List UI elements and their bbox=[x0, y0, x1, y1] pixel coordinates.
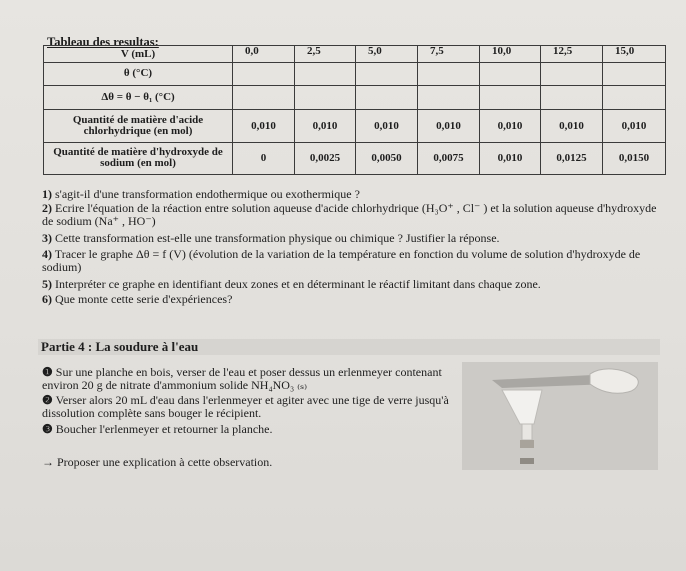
question-text: Tracer le graphe Δθ = f (V) (évolution de la variation de la température en fonction du volume de solution d'hydroxyde de sodium) bbox=[42, 247, 641, 274]
table-cell: 2,5 bbox=[295, 46, 356, 63]
table-cell: 10,0 bbox=[480, 46, 541, 63]
table-cell: 0,010 bbox=[295, 110, 356, 142]
base-shadow bbox=[520, 458, 534, 464]
question-text: s'agit-il d'une transformation endothermique ou exothermique ? bbox=[55, 187, 360, 201]
table-cell bbox=[603, 85, 666, 110]
row-label: V (mL) bbox=[44, 46, 233, 63]
table-cell: 0,010 bbox=[480, 142, 541, 174]
table-cell bbox=[418, 85, 480, 110]
question-2 bbox=[42, 202, 662, 228]
table-cell bbox=[356, 63, 418, 86]
table-cell: 5,0 bbox=[356, 46, 418, 63]
step-text: Verser alors 20 mL d'eau dans l'erlenmeyer et agiter avec une tige de verre jusqu'à dissolution complète sans bouger le récipient. bbox=[42, 393, 449, 420]
table-cell: 0,0050 bbox=[356, 142, 418, 174]
table-cell: 12,5 bbox=[541, 46, 603, 63]
table-cell bbox=[541, 85, 603, 110]
flask-neck-icon bbox=[522, 424, 532, 440]
question-4 bbox=[42, 248, 662, 274]
table-cell bbox=[541, 63, 603, 86]
flask-illustration bbox=[462, 362, 658, 470]
table-cell bbox=[233, 63, 295, 86]
table-cell bbox=[480, 63, 541, 86]
table-cell: 0,010 bbox=[418, 110, 480, 142]
table-cell: 0,0150 bbox=[603, 142, 666, 174]
table-cell: 0,0 bbox=[233, 46, 295, 63]
question-number: 3) bbox=[42, 231, 52, 245]
question-6 bbox=[42, 293, 662, 306]
row-label: Quantité de matière d'hydroxyde de sodium (en mol) bbox=[44, 142, 233, 174]
question-number: 1) bbox=[42, 187, 52, 201]
table-cell: 0,010 bbox=[541, 110, 603, 142]
table-cell: 0,010 bbox=[480, 110, 541, 142]
table-row bbox=[44, 46, 666, 63]
table-cell bbox=[295, 63, 356, 86]
table-cell: 0,010 bbox=[603, 110, 666, 142]
question-number: 2) bbox=[42, 201, 52, 215]
table-title: Tableau des resultas: bbox=[47, 35, 159, 49]
table-cell bbox=[295, 85, 356, 110]
step-3 bbox=[42, 423, 452, 436]
table-cell: 0,0075 bbox=[418, 142, 480, 174]
table-cell: 0 bbox=[233, 142, 295, 174]
row-label: θ (°C) bbox=[44, 63, 233, 86]
question-text: Interpréter ce graphe en identifiant deux zones et en déterminant le réactif limitant dans chaque zone. bbox=[55, 277, 541, 291]
row-label: Quantité de matière d'acide chlorhydrique (en mol) bbox=[44, 110, 233, 142]
prompt: → Proposer une explication à cette observation. bbox=[42, 455, 273, 469]
row-label: Δθ = θ − θ₁ (°C) bbox=[44, 85, 233, 110]
step-text: Sur une planche en bois, verser de l'eau et poser dessus un erlenmeyer contenant environ 20 g de nitrate d'ammonium solide NH₄NO₃ ₍ₛ₎ bbox=[42, 365, 442, 392]
step-text: Boucher l'erlenmeyer et retourner la planche. bbox=[55, 422, 273, 436]
table-cell: 15,0 bbox=[603, 46, 666, 63]
question-1 bbox=[42, 188, 662, 201]
table-cell bbox=[356, 85, 418, 110]
experiment-photo bbox=[462, 362, 658, 470]
table-cell: 0,0125 bbox=[541, 142, 603, 174]
table-cell bbox=[603, 63, 666, 86]
table-row bbox=[44, 85, 666, 110]
table-cell bbox=[480, 85, 541, 110]
table-cell bbox=[418, 63, 480, 86]
table-cell: 7,5 bbox=[418, 46, 480, 63]
results-table bbox=[43, 45, 666, 175]
question-text: Cette transformation est-elle une transformation physique ou chimique ? Justifier la réponse. bbox=[55, 231, 500, 245]
table-row bbox=[44, 63, 666, 86]
question-5 bbox=[42, 278, 662, 291]
table-cell: 0,010 bbox=[233, 110, 295, 142]
table-cell: 0,010 bbox=[356, 110, 418, 142]
step-number-icon: ❷ bbox=[42, 393, 53, 407]
question-3 bbox=[42, 232, 662, 245]
table-row bbox=[44, 142, 666, 174]
question-number: 4) bbox=[42, 247, 52, 261]
stopper-icon bbox=[520, 440, 534, 448]
question-number: 5) bbox=[42, 277, 52, 291]
step-1 bbox=[42, 366, 452, 392]
table-cell: 0,0025 bbox=[295, 142, 356, 174]
part4-title: Partie 4 : La soudure à l'eau bbox=[38, 339, 660, 355]
question-number: 6) bbox=[42, 292, 52, 306]
question-text: Ecrire l'équation de la réaction entre solution aqueuse d'acide chlorhydrique (H₃O⁺ , Cl⁻ ) et la solution aqueuse d'hydroxyde de sodium (Na⁺ , HO⁻) bbox=[42, 201, 657, 228]
table-row bbox=[44, 110, 666, 142]
question-text: Que monte cette serie d'expériences? bbox=[55, 292, 233, 306]
table-cell bbox=[233, 85, 295, 110]
step-2 bbox=[42, 394, 452, 420]
step-number-icon: ❸ bbox=[42, 422, 53, 436]
step-number-icon: ❶ bbox=[42, 365, 53, 379]
